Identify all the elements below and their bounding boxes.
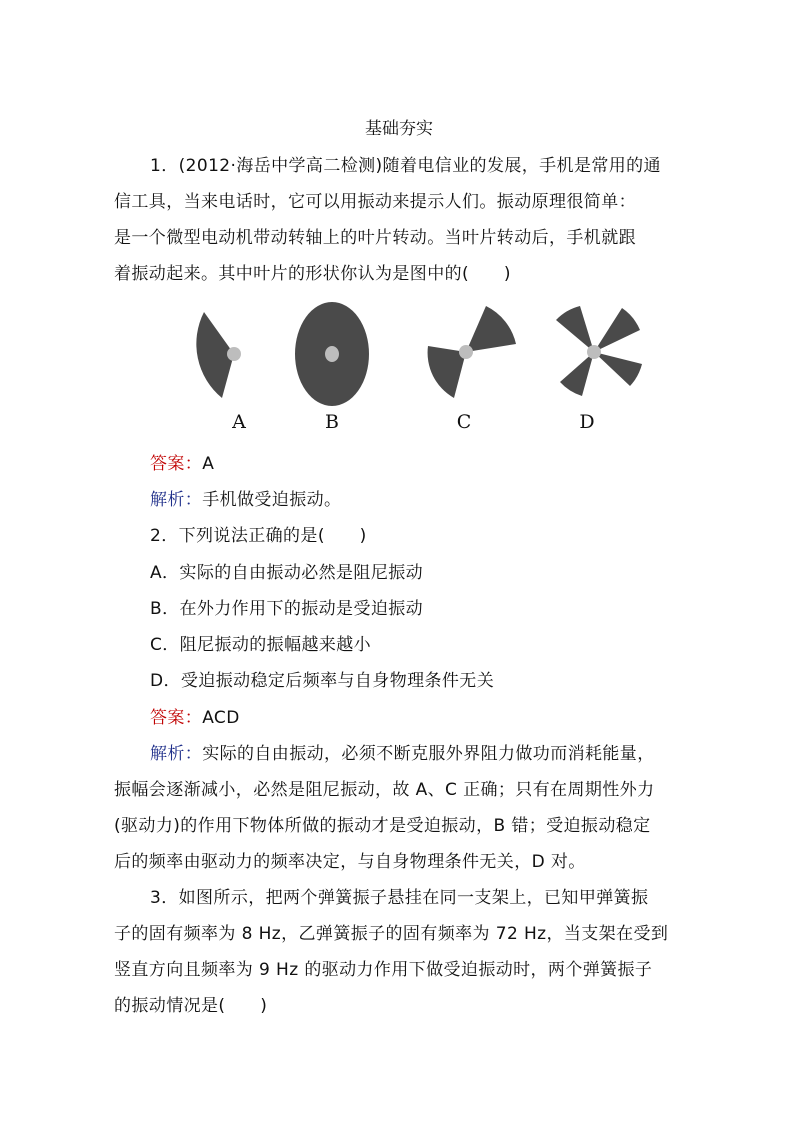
- q1-stem-line-4: 着振动起来。其中叶片的形状你认为是图中的( ): [114, 264, 511, 284]
- figure-label-a: A: [232, 411, 246, 433]
- q1-answer-value: A: [202, 454, 215, 474]
- q2-explanation-line-1: [150, 742, 655, 766]
- blade-d-hub: [587, 345, 601, 359]
- blade-b-drawing: [292, 298, 402, 408]
- blade-d-upper-left: [556, 306, 594, 352]
- blade-c-drawing: [424, 298, 534, 408]
- q3-stem-line-4: 的振动情况是( ): [114, 996, 268, 1016]
- q2-answer-value: ACD: [202, 708, 240, 728]
- document-page: [114, 0, 684, 1122]
- blade-d-lower-left: [560, 352, 594, 396]
- figure-option-b: [292, 298, 402, 440]
- figure-label-d: D: [579, 411, 595, 433]
- q1-stem-line-2: 信工具，当来电话时，它可以用振动来提示人们。振动原理很简单：: [114, 192, 636, 212]
- q1-answer: [150, 452, 214, 476]
- blade-a-hub: [227, 347, 241, 361]
- blade-d-drawing: [552, 298, 662, 408]
- q1-stem-line-3: 是一个微型电动机带动转轴上的叶片转动。当叶片转动后，手机就跟: [114, 228, 636, 248]
- q2-stem: 2．下列说法正确的是( ): [150, 526, 367, 546]
- q1-explain-label: 解析：: [150, 490, 203, 510]
- q3-stem-line-3: 竖直方向且频率为 9 Hz 的驱动力作用下做受迫振动时，两个弹簧振子: [114, 960, 653, 980]
- q2-explanation-line-3: (驱动力)的作用下物体所做的振动才是受迫振动，B 错；受迫振动稳定: [114, 816, 651, 836]
- q2-explain-text-1: 实际的自由振动，必须不断克服外界阻力做功而消耗能量，: [202, 744, 655, 764]
- figure-option-d: [552, 298, 662, 440]
- q2-option-b: B．在外力作用下的振动是受迫振动: [150, 599, 424, 619]
- q1-answer-label: 答案：: [150, 454, 203, 474]
- q3-stem-line-2: 子的固有频率为 8 Hz，乙弹簧振子的固有频率为 72 Hz，当支架在受到: [114, 924, 669, 944]
- q3-stem-line-1: 3．如图所示，把两个弹簧振子悬挂在同一支架上，已知甲弹簧振: [150, 888, 649, 908]
- q2-explanation-line-2: 振幅会逐渐减小，必然是阻尼振动，故 A、C 正确；只有在周期性外力: [114, 780, 655, 800]
- q1-stem-line-1: 1．(2012·海岳中学高二检测)随着电信业的发展，手机是常用的通: [150, 156, 661, 176]
- q2-answer: [150, 706, 240, 730]
- section-title: 基础夯实: [365, 119, 433, 139]
- q1-explanation: [150, 488, 341, 512]
- blade-d-lower-right: [594, 352, 642, 386]
- q2-option-c: C．阻尼振动的振幅越来越小: [150, 635, 372, 655]
- figure-label-c: C: [456, 411, 472, 433]
- blade-c-hub: [459, 345, 473, 359]
- blade-c-sector-upper: [466, 306, 516, 352]
- q2-explanation-line-4: 后的频率由驱动力的频率决定，与自身物理条件无关，D 对。: [114, 852, 586, 872]
- blade-d-upper-right: [594, 308, 640, 352]
- q2-answer-label: 答案：: [150, 708, 203, 728]
- q2-explain-label: 解析：: [150, 744, 203, 764]
- blade-a-drawing: [184, 298, 294, 408]
- figure-option-c: [424, 298, 534, 440]
- figure-label-b: B: [325, 411, 339, 433]
- blade-b-hub: [325, 346, 339, 362]
- q2-option-a: A．实际的自由振动必然是阻尼振动: [150, 563, 424, 583]
- q2-option-d: D．受迫振动稳定后频率与自身物理条件无关: [150, 671, 495, 691]
- blade-shape-figure: [184, 298, 644, 440]
- q1-explain-text: 手机做受迫振动。: [202, 490, 342, 510]
